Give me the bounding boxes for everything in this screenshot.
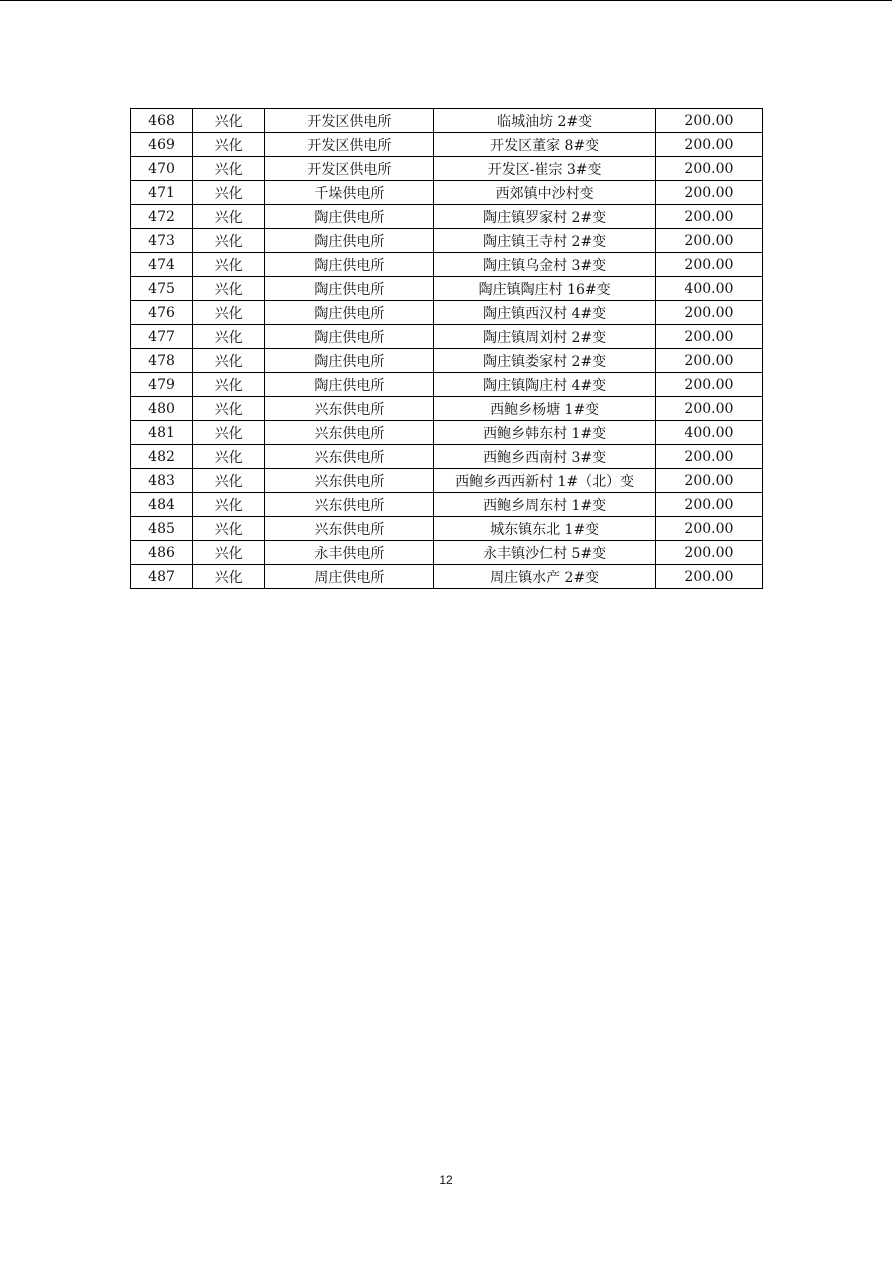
row-number-cell: 478 xyxy=(131,349,193,373)
capacity-cell: 200.00 xyxy=(655,229,762,253)
city-cell: 兴化 xyxy=(193,397,265,421)
table-row xyxy=(131,469,763,493)
city-cell: 兴化 xyxy=(193,349,265,373)
row-number-cell: 474 xyxy=(131,253,193,277)
row-number-cell: 471 xyxy=(131,181,193,205)
table-row xyxy=(131,205,763,229)
table-row xyxy=(131,493,763,517)
office-cell: 兴东供电所 xyxy=(265,517,434,541)
row-number-cell: 484 xyxy=(131,493,193,517)
capacity-cell: 200.00 xyxy=(655,205,762,229)
capacity-cell: 200.00 xyxy=(655,397,762,421)
transformer-cell: 西鲍乡西南村 3#变 xyxy=(434,445,655,469)
transformer-cell: 陶庄镇乌金村 3#变 xyxy=(434,253,655,277)
transformer-cell: 临城油坊 2#变 xyxy=(434,109,655,133)
row-number-cell: 470 xyxy=(131,157,193,181)
row-number-cell: 481 xyxy=(131,421,193,445)
city-cell: 兴化 xyxy=(193,445,265,469)
row-number-cell: 472 xyxy=(131,205,193,229)
capacity-cell: 200.00 xyxy=(655,565,762,589)
city-cell: 兴化 xyxy=(193,301,265,325)
row-number-cell: 476 xyxy=(131,301,193,325)
table-row xyxy=(131,301,763,325)
city-cell: 兴化 xyxy=(193,133,265,157)
transformer-cell: 城东镇东北 1#变 xyxy=(434,517,655,541)
table-row xyxy=(131,253,763,277)
city-cell: 兴化 xyxy=(193,421,265,445)
office-cell: 陶庄供电所 xyxy=(265,229,434,253)
office-cell: 陶庄供电所 xyxy=(265,349,434,373)
row-number-cell: 479 xyxy=(131,373,193,397)
table-row xyxy=(131,565,763,589)
office-cell: 兴东供电所 xyxy=(265,469,434,493)
office-cell: 兴东供电所 xyxy=(265,397,434,421)
city-cell: 兴化 xyxy=(193,325,265,349)
table-row xyxy=(131,517,763,541)
transformer-cell: 陶庄镇陶庄村 16#变 xyxy=(434,277,655,301)
row-number-cell: 483 xyxy=(131,469,193,493)
transformer-cell: 陶庄镇王寺村 2#变 xyxy=(434,229,655,253)
city-cell: 兴化 xyxy=(193,229,265,253)
table-row xyxy=(131,229,763,253)
capacity-cell: 200.00 xyxy=(655,373,762,397)
capacity-cell: 200.00 xyxy=(655,469,762,493)
city-cell: 兴化 xyxy=(193,253,265,277)
office-cell: 千垛供电所 xyxy=(265,181,434,205)
table-row xyxy=(131,325,763,349)
transformer-cell: 开发区董家 8#变 xyxy=(434,133,655,157)
office-cell: 陶庄供电所 xyxy=(265,253,434,277)
transformer-cell: 西鲍乡西西新村 1#（北）变 xyxy=(434,469,655,493)
capacity-cell: 200.00 xyxy=(655,541,762,565)
city-cell: 兴化 xyxy=(193,205,265,229)
transformer-table xyxy=(130,108,763,589)
table-row xyxy=(131,541,763,565)
table-row xyxy=(131,397,763,421)
capacity-cell: 400.00 xyxy=(655,421,762,445)
office-cell: 永丰供电所 xyxy=(265,541,434,565)
row-number-cell: 468 xyxy=(131,109,193,133)
capacity-cell: 200.00 xyxy=(655,133,762,157)
office-cell: 陶庄供电所 xyxy=(265,301,434,325)
city-cell: 兴化 xyxy=(193,373,265,397)
capacity-cell: 200.00 xyxy=(655,181,762,205)
city-cell: 兴化 xyxy=(193,541,265,565)
city-cell: 兴化 xyxy=(193,517,265,541)
transformer-cell: 陶庄镇娄家村 2#变 xyxy=(434,349,655,373)
row-number-cell: 475 xyxy=(131,277,193,301)
office-cell: 周庄供电所 xyxy=(265,565,434,589)
city-cell: 兴化 xyxy=(193,157,265,181)
capacity-cell: 200.00 xyxy=(655,157,762,181)
table-row xyxy=(131,181,763,205)
transformer-cell: 陶庄镇西汉村 4#变 xyxy=(434,301,655,325)
city-cell: 兴化 xyxy=(193,277,265,301)
top-border-line xyxy=(0,0,892,1)
transformer-cell: 西鲍乡韩东村 1#变 xyxy=(434,421,655,445)
transformer-cell: 陶庄镇陶庄村 4#变 xyxy=(434,373,655,397)
office-cell: 开发区供电所 xyxy=(265,157,434,181)
capacity-cell: 200.00 xyxy=(655,517,762,541)
row-number-cell: 477 xyxy=(131,325,193,349)
office-cell: 陶庄供电所 xyxy=(265,205,434,229)
table-row xyxy=(131,277,763,301)
capacity-cell: 200.00 xyxy=(655,325,762,349)
city-cell: 兴化 xyxy=(193,109,265,133)
row-number-cell: 482 xyxy=(131,445,193,469)
table-row xyxy=(131,445,763,469)
transformer-cell: 开发区-崔宗 3#变 xyxy=(434,157,655,181)
office-cell: 开发区供电所 xyxy=(265,133,434,157)
row-number-cell: 486 xyxy=(131,541,193,565)
city-cell: 兴化 xyxy=(193,565,265,589)
page-number: 12 xyxy=(439,1173,453,1187)
row-number-cell: 469 xyxy=(131,133,193,157)
capacity-cell: 400.00 xyxy=(655,277,762,301)
transformer-cell: 陶庄镇罗家村 2#变 xyxy=(434,205,655,229)
office-cell: 兴东供电所 xyxy=(265,421,434,445)
office-cell: 陶庄供电所 xyxy=(265,277,434,301)
capacity-cell: 200.00 xyxy=(655,109,762,133)
table-row xyxy=(131,349,763,373)
transformer-cell: 西郊镇中沙村变 xyxy=(434,181,655,205)
table-row xyxy=(131,421,763,445)
capacity-cell: 200.00 xyxy=(655,493,762,517)
office-cell: 陶庄供电所 xyxy=(265,325,434,349)
office-cell: 兴东供电所 xyxy=(265,445,434,469)
capacity-cell: 200.00 xyxy=(655,445,762,469)
city-cell: 兴化 xyxy=(193,469,265,493)
transformer-cell: 永丰镇沙仁村 5#变 xyxy=(434,541,655,565)
transformer-cell: 周庄镇水产 2#变 xyxy=(434,565,655,589)
row-number-cell: 487 xyxy=(131,565,193,589)
table-row xyxy=(131,157,763,181)
city-cell: 兴化 xyxy=(193,181,265,205)
row-number-cell: 480 xyxy=(131,397,193,421)
capacity-cell: 200.00 xyxy=(655,349,762,373)
table-row xyxy=(131,109,763,133)
transformer-cell: 西鲍乡杨塘 1#变 xyxy=(434,397,655,421)
transformer-cell: 西鲍乡周东村 1#变 xyxy=(434,493,655,517)
office-cell: 陶庄供电所 xyxy=(265,373,434,397)
capacity-cell: 200.00 xyxy=(655,253,762,277)
table-body xyxy=(131,109,763,589)
office-cell: 兴东供电所 xyxy=(265,493,434,517)
table-row xyxy=(131,373,763,397)
capacity-cell: 200.00 xyxy=(655,301,762,325)
row-number-cell: 473 xyxy=(131,229,193,253)
table-row xyxy=(131,133,763,157)
city-cell: 兴化 xyxy=(193,493,265,517)
office-cell: 开发区供电所 xyxy=(265,109,434,133)
row-number-cell: 485 xyxy=(131,517,193,541)
transformer-cell: 陶庄镇周刘村 2#变 xyxy=(434,325,655,349)
